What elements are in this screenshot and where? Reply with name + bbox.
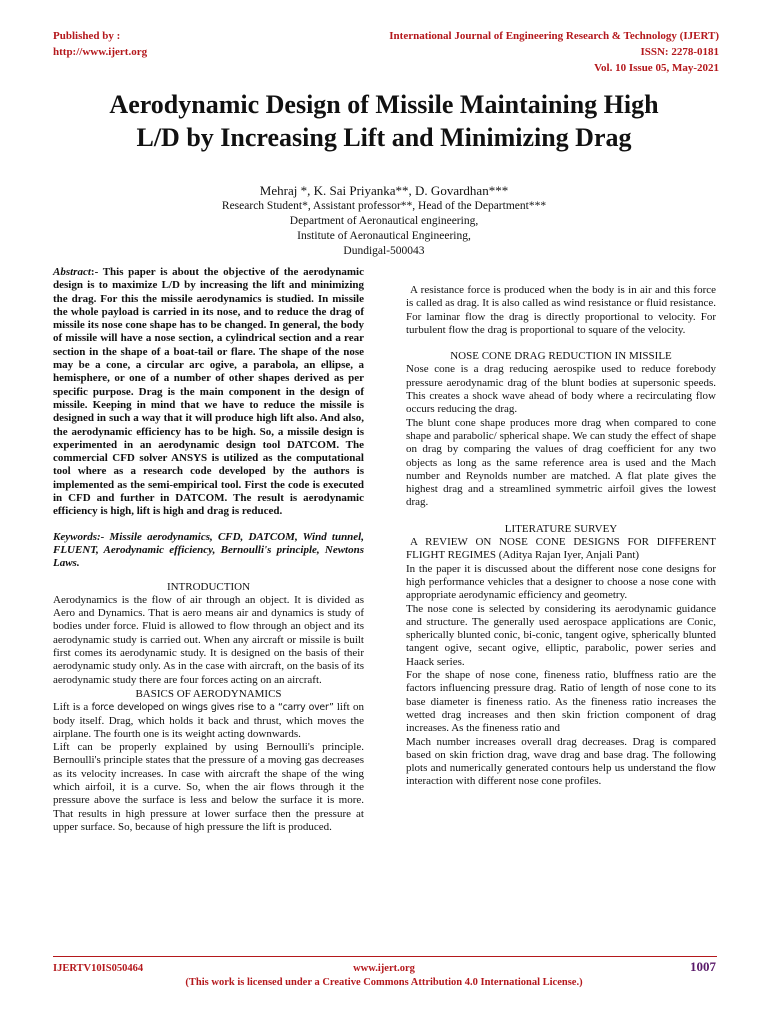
footer-page-number: 1007 [690, 959, 716, 974]
footer-license: (This work is licensed under a Creative Commons Attribution 4.0 International License.) [185, 977, 583, 988]
publisher-website-link[interactable]: http://www.ijert.org [53, 46, 148, 58]
paper-title [30, 88, 738, 154]
literature-survey-heading: LITERATURE SURVEY [504, 522, 618, 535]
affiliation-department: Department of Aeronautical engineering, [289, 215, 479, 227]
header-publisher [53, 28, 147, 60]
published-by-label: Published by : [53, 30, 121, 42]
affiliation-institute: Institute of Aeronautical Engineering, [297, 230, 471, 242]
affiliation-location: Dundigal-500043 [343, 245, 425, 257]
introduction-heading: INTRODUCTION [166, 580, 251, 593]
header-journal [389, 28, 719, 76]
literature-paragraph-2: The nose cone is selected by considering its aerodynamic guidance and structure. The generally used aerospace applications are Conic, spherically blunted conic, bi-conic, tangent ogive, spherically blunted tangent ogive, secant ogive, elliptic, parabolic, power series and Haack series. [406, 602, 716, 668]
introduction-text: Aerodynamics is the flow of air through an object. It is divided as Aero and Dynamics. That is aero means air and dynamics is study of bodies under force. Fluid is allowed to flow through an object and its aerodynamic study is carried out. When any aircraft or missile is built first comes its aerodynamic study. It is designed on the basis of their aerodynamic study only. As in the case with aircraft, on the basis of its aerodynamic study there are four forces acting on an aircraft. [53, 593, 364, 686]
journal-name: International Journal of Engineering Research & Technology (IJERT) [389, 30, 719, 42]
abstract-label: Abstract [53, 266, 91, 278]
literature-paragraph-4: Mach number increases overall drag decreases. Drag is compared based on skin friction drag, wave drag and base drag. The following plots and numerically generated contours help us understand the flow interaction with different nose cone profiles. [406, 735, 716, 788]
nose-cone-paragraph-2: The blunt cone shape produces more drag when compared to cone shape and parabolic/ spherical shape. We can study the effect of shape on drag by comparing the values of drag coefficient for any two objects as long as the same reference area is used and the Mach number and Reynolds number are matched. A flat plate gives the highest drag and a streamlined symmetric airfoil gives the lowest drag. [406, 416, 716, 509]
affiliation-roles: Research Student*, Assistant professor**, Head of the Department*** [221, 200, 547, 212]
literature-survey-subheading: A REVIEW ON NOSE CONE DESIGNS FOR DIFFERENT FLIGHT REGIMES (Aditya Rajan Iyer, Anjali Pant) [406, 536, 716, 562]
authors: Mehraj *, K. Sai Priyanka**, D. Govardhan*** [259, 183, 509, 198]
paper-title-line-1: Aerodynamic Design of Missile Maintaining High [109, 90, 659, 119]
nose-cone-heading: NOSE CONE DRAG REDUCTION IN MISSILE [450, 350, 672, 363]
basics-heading: BASICS OF AERODYNAMICS [135, 687, 282, 700]
basics-paragraph-2: Lift can be properly explained by using Bernoulli's principle. Bernoulli's principle states that the pressure of a moving gas decreases as its velocity increases. In case with aircraft the shape of the wing which airfoil, it is a curve. So, when the air flows through it the pressure above the surface is less and below the surface it is more. That results in high pressure at lower surface then the pressure at upper surface. So, because of high pressure the lift is produced. [53, 741, 364, 833]
paper-title-line-2: L/D by Increasing Lift and Minimizing Drag [136, 123, 632, 152]
journal-volume: Vol. 10 Issue 05, May-2021 [594, 62, 719, 74]
footer-website-link[interactable]: www.ijert.org [353, 963, 415, 974]
affiliations [40, 199, 728, 259]
keywords: Keywords:- Missile aerodynamics, CFD, DATCOM, Wind tunnel, FLUENT, Aerodynamic efficiency, Bernoulli's principle, Newtons Laws. [53, 530, 364, 570]
literature-paragraph-3: For the shape of nose cone, fineness ratio, bluffness ratio are the factors influencing pressure drag. Ratio of length of nose cone to its base diameter is fineness ratio. As the fineness ratio increases the wetted drag increases and then skin friction component of drag increases. As the fineness ratio and [406, 669, 716, 735]
footer-paper-id: IJERTV10IS050464 [53, 963, 144, 974]
nose-cone-paragraph-1: Nose cone is a drag reducing aerospike used to reduce forebody pressure aerodynamic drag of the blunt bodies at supersonic speeds. This creates a shock wave ahead of body where a recirculating flow occurs reducing the drag. [406, 363, 716, 416]
basics-p1-rest: lift on body itself. Drag, which holds it back and thrust, which moves the airplane. The fourth one is its weight acting downwards. [53, 701, 364, 740]
basics-p1-start: Lift is a [53, 701, 92, 714]
footer-divider [53, 956, 717, 957]
basics-paragraph-1 [53, 701, 364, 741]
basics-p1-handwritten: force developed on wings gives rise to a “carry over” [91, 702, 334, 714]
right-column [406, 284, 716, 789]
literature-paragraph-1: In the paper it is discussed about the different nose cone designs for high performance vehicles that a designer to choose a nose cone with appropriate aerodynamic efficiency and geometry. [406, 562, 716, 602]
journal-issn: ISSN: 2278-0181 [640, 46, 719, 58]
abstract-text: :- This paper is about the objective of the aerodynamic design is to maximize L/D by increasing the lift and minimizing the drag. For this the missile aerodynamics is studied. In missile the whole payload is carried in its nose, and to reduce the drag of missile its nose cone shape has to be changed. In general, the body of missile will have a nose section, a cylindrical section and a rear section in the shape of a boat-tail or flare. The shape of the nose may be a cone, a circular arc ogive, a parabola, an ellipse, a hemisphere, or one of a number of other shapes derived as per specific purpose. Drag is the main component in the design of missile. Keeping in mind that we have to reduce the missile is designed in such a way that it will produce high lift also. And also, the aerodynamic efficiency has to be high. So, a missile design is experimented in an aerodynamic design tool DATCOM. The commercial CFD solver ANSYS is utilized as the computational tool where as a research code developed by the authors is implemented as the semi-empirical tool. First the code is executed in CFD and further in DATCOM. The result is aerodynamic efficiency is high, lift is high and drag is reduced. [53, 266, 364, 518]
resistance-paragraph: A resistance force is produced when the body is in air and this force is called as drag. It is also called as wind resistance or fluid resistance. For laminar flow the drag is directly proportional to velocity. For turbulent flow the drag is proportional to square of the velocity. [406, 284, 716, 336]
left-column [53, 266, 364, 834]
abstract [53, 266, 364, 519]
